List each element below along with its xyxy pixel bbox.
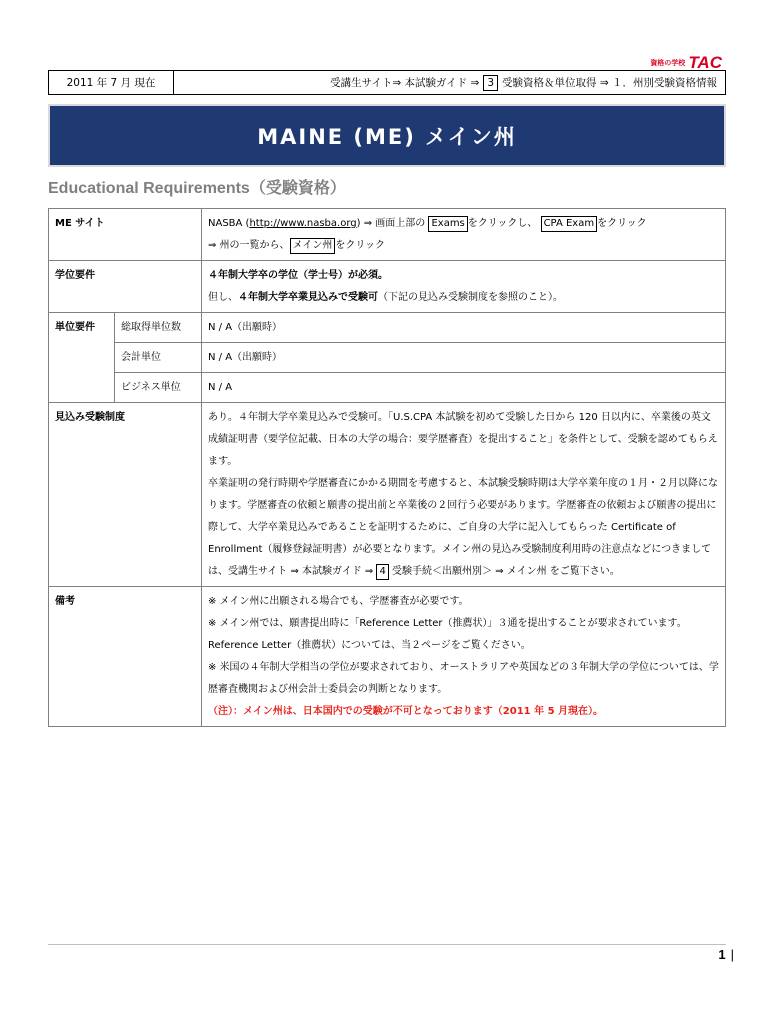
as-of-date: 2011 年 7 月 現在: [49, 71, 174, 94]
table-row: [49, 261, 726, 313]
table-row: [49, 403, 726, 587]
nasba-link[interactable]: http://www.nasba.org: [249, 218, 357, 229]
row-label-degree: 学位要件: [49, 261, 202, 313]
cpa-exam-button-label: CPA Exam: [541, 216, 598, 232]
breadcrumb-path: [174, 71, 725, 94]
table-row: [49, 313, 726, 343]
text: （下記の見込み受験制度を参照のこと）。: [378, 292, 563, 303]
text: ⇒ 州の一覧から、: [208, 240, 290, 251]
row-label-site: ME サイト: [49, 209, 202, 261]
unit-name: 総取得単位数: [115, 313, 202, 343]
exams-button-label: Exams: [428, 216, 467, 232]
unit-name: ビジネス単位: [115, 373, 202, 403]
logo-subtitle: 資格の学校: [650, 60, 686, 67]
maine-button-label: メイン州: [290, 238, 336, 254]
breadcrumb: [48, 70, 726, 95]
breadcrumb-step-box: 3: [483, 75, 498, 91]
title-banner: [48, 104, 726, 167]
table-row: [49, 343, 726, 373]
degree-emphasis: ４年制大学卒業見込みで受験可: [238, 292, 378, 303]
step-box: 4: [376, 564, 388, 580]
unit-value: N / A（出願時）: [202, 343, 726, 373]
expected-system: [202, 403, 726, 587]
table-row: [49, 587, 726, 727]
text: NASBA (: [208, 218, 250, 229]
row-label-units: 単位要件: [49, 313, 115, 403]
degree-line1: ４年制大学卒の学位（学士号）が必須。: [208, 270, 388, 281]
text: をクリックし、: [467, 218, 538, 229]
page-separator: |: [730, 947, 734, 962]
unit-value: N / A（出願時）: [202, 313, 726, 343]
text: をクリック: [335, 240, 385, 251]
degree-requirement: [202, 261, 726, 313]
note-warning: （注）：メイン州は、日本国内での受験が不可となっております（2011 年 5 月現在）。: [208, 706, 604, 717]
text: 但し、: [208, 292, 238, 303]
expected-p2: [208, 473, 719, 583]
section-heading: Educational Requirements（受験資格）: [48, 180, 346, 197]
site-instructions: [202, 209, 726, 261]
row-label-expected: 見込み受験制度: [49, 403, 202, 587]
page-number-value: 1: [718, 947, 726, 962]
table-row: [49, 373, 726, 403]
requirements-table: [48, 208, 726, 727]
page-number: [718, 947, 734, 962]
note-2: ※ メイン州では、願書提出時に「Reference Letter（推薦状）」３通を提出することが要求されています。Reference Letter（推薦状）については、当２ページをご覧ください。: [208, 618, 687, 651]
notes: [202, 587, 726, 727]
unit-name: 会計単位: [115, 343, 202, 373]
note-1: ※ メイン州に出願される場合でも、学歴審査が必要です。: [208, 596, 469, 607]
text: ) ⇒ 画面上部の: [356, 218, 426, 229]
breadcrumb-pre: 受講生サイト⇒ 本試験ガイド ⇒: [330, 77, 480, 89]
logo-brand: TAC: [688, 53, 722, 72]
breadcrumb-post: 受験資格＆単位取得 ⇒ １．州別受験資格情報: [502, 77, 717, 89]
note-3: ※ 米国の４年制大学相当の学位が要求されており、オーストラリアや英国などの３年制大学の学位については、学歴審査機関および州会計士委員会の判断となります。: [208, 662, 719, 695]
page-title: MAINE (ME) メイン州: [257, 124, 517, 149]
row-label-notes: 備考: [49, 587, 202, 727]
expected-p1: あり。４年制大学卒業見込みで受験可。「U.S.CPA 本試験を初めて受験した日から 120 日以内に、卒業後の英文成績証明書（要学位記載、日本の大学の場合：要学歴審査）を提出すること」を条件として、受験を認めてもらえます。: [208, 412, 718, 467]
text: 卒業証明の発行時期や学歴審査にかかる期間を考慮すると、本試験受験時期は大学卒業年度の１月・２月以降になります。学歴審査の依頼と願書の提出前と卒業後の２回行う必要があります。学歴審査の依頼および願書の提出に際して、大学卒業見込みであることを証明するために、ご自身の大学に記入してもらった Certificate of Enrollment（履修登録証明書）が必要となります。メイン州の見込み受験制度利用時の注意点などにつきましては、受講生サイト ⇒ 本試験ガイド ⇒: [208, 478, 718, 577]
table-row: [49, 209, 726, 261]
footer-divider: [48, 944, 726, 945]
unit-value: N / A: [202, 373, 726, 403]
text: をクリック: [597, 218, 647, 229]
text: 受験手続＜出願州別＞ ⇒ メイン州 をご覧下さい。: [392, 566, 620, 577]
